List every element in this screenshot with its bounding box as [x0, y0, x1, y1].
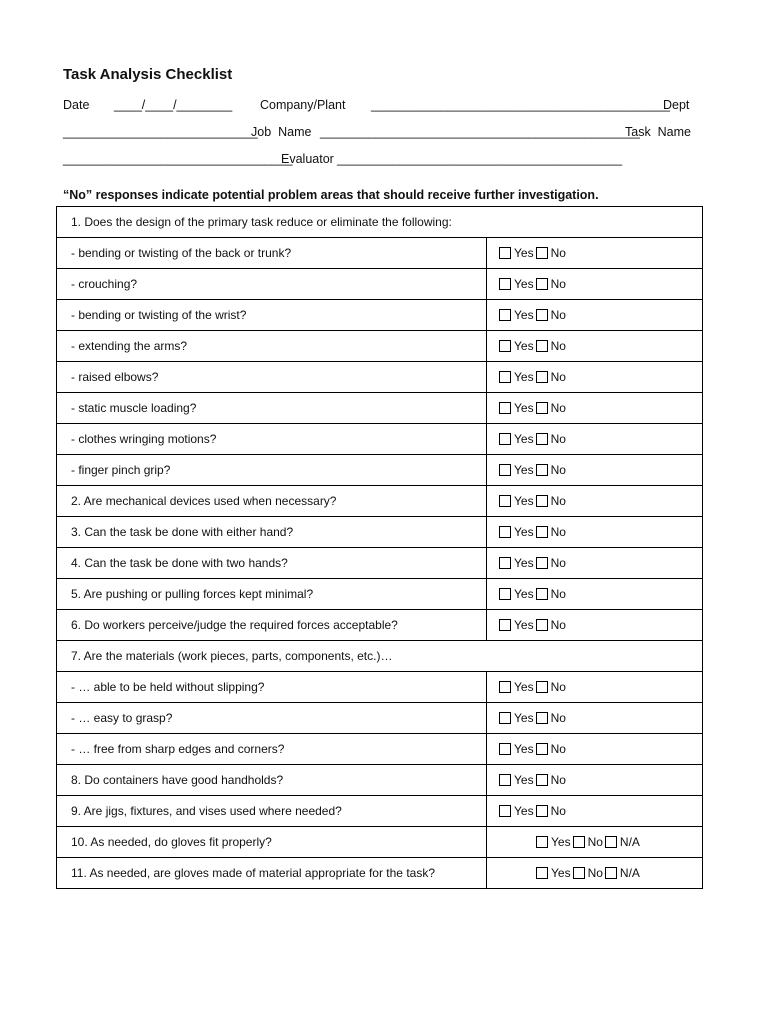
no-label: No [550, 246, 566, 260]
question-text: - … able to be held without slipping? [57, 672, 487, 703]
question-text: - … free from sharp edges and corners? [57, 734, 487, 765]
yes-label: Yes [514, 401, 534, 415]
yes-checkbox[interactable] [499, 402, 511, 414]
yes-label: Yes [514, 680, 534, 694]
question-row [57, 796, 703, 827]
company-plant-label: Company/Plant [260, 98, 346, 112]
yes-checkbox[interactable] [499, 619, 511, 631]
question-text: 5. Are pushing or pulling forces kept minimal? [57, 579, 487, 610]
question-row [57, 517, 703, 548]
question-text: - finger pinch grip? [57, 455, 487, 486]
na-label: N/A [619, 835, 640, 849]
question-row [57, 238, 703, 269]
question-text: - static muscle loading? [57, 393, 487, 424]
question-row [57, 858, 703, 889]
evaluator-label: Evaluator [281, 152, 334, 166]
no-label: No [587, 866, 603, 880]
answer-options [487, 486, 703, 517]
yes-checkbox[interactable] [499, 774, 511, 786]
yes-label: Yes [514, 587, 534, 601]
task-name-field[interactable]: _________________________________ [63, 152, 293, 166]
question-text: 2. Are mechanical devices used when necessary? [57, 486, 487, 517]
question-text: - bending or twisting of the back or trunk? [57, 238, 487, 269]
question-text: 9. Are jigs, fixtures, and vises used where needed? [57, 796, 487, 827]
answer-options [487, 548, 703, 579]
question-text: - extending the arms? [57, 331, 487, 362]
yes-checkbox[interactable] [499, 681, 511, 693]
question-text: - … easy to grasp? [57, 703, 487, 734]
checklist-table [56, 206, 703, 889]
no-label: No [550, 525, 566, 539]
yes-label: Yes [514, 525, 534, 539]
yes-checkbox[interactable] [499, 278, 511, 290]
no-checkbox[interactable] [573, 867, 585, 879]
question-row [57, 579, 703, 610]
no-label: No [550, 308, 566, 322]
yes-checkbox[interactable] [499, 588, 511, 600]
answer-options [487, 300, 703, 331]
task-name-label: Task Name [625, 125, 691, 139]
no-label: No [550, 339, 566, 353]
question-row [57, 362, 703, 393]
no-label: No [550, 711, 566, 725]
question-row [57, 393, 703, 424]
question-text: - crouching? [57, 269, 487, 300]
yes-label: Yes [514, 494, 534, 508]
company-plant-field[interactable]: ___________________________________________ [371, 98, 670, 112]
answer-options [487, 393, 703, 424]
question-row [57, 300, 703, 331]
question-text: 3. Can the task be done with either hand? [57, 517, 487, 548]
yes-label: Yes [514, 370, 534, 384]
answer-options [487, 424, 703, 455]
yes-checkbox[interactable] [499, 309, 511, 321]
document-title: Task Analysis Checklist [63, 66, 233, 83]
no-checkbox[interactable] [536, 495, 548, 507]
answer-options [487, 579, 703, 610]
no-checkbox[interactable] [536, 464, 548, 476]
no-label: No [550, 618, 566, 632]
no-label: No [550, 277, 566, 291]
no-checkbox[interactable] [536, 278, 548, 290]
yes-label: Yes [514, 308, 534, 322]
answer-options [487, 362, 703, 393]
date-label: Date [63, 98, 90, 112]
na-checkbox[interactable] [605, 836, 617, 848]
question-row [57, 331, 703, 362]
question-text: 10. As needed, do gloves fit properly? [57, 827, 487, 858]
answer-options [487, 269, 703, 300]
answer-options [487, 734, 703, 765]
question-row [57, 269, 703, 300]
question-text: 11. As needed, are gloves made of material appropriate for the task? [57, 858, 487, 889]
no-label: No [550, 556, 566, 570]
question-row [57, 765, 703, 796]
yes-label: Yes [514, 432, 534, 446]
yes-checkbox[interactable] [499, 464, 511, 476]
answer-options [487, 455, 703, 486]
answer-options [487, 703, 703, 734]
na-checkbox[interactable] [605, 867, 617, 879]
no-label: No [587, 835, 603, 849]
question-row [57, 610, 703, 641]
answer-options [487, 517, 703, 548]
yes-label: Yes [514, 742, 534, 756]
yes-label: Yes [514, 556, 534, 570]
no-checkbox[interactable] [536, 805, 548, 817]
yes-checkbox[interactable] [499, 371, 511, 383]
answer-options [487, 610, 703, 641]
yes-label: Yes [514, 246, 534, 260]
answer-options [487, 238, 703, 269]
question-row [57, 455, 703, 486]
yes-label: Yes [514, 463, 534, 477]
section-row [57, 641, 703, 672]
section-question-text: 7. Are the materials (work pieces, parts, components, etc.)… [57, 641, 703, 672]
date-field[interactable]: ____/____/________ [114, 98, 233, 112]
yes-label: Yes [514, 618, 534, 632]
answer-options [487, 765, 703, 796]
no-checkbox[interactable] [536, 309, 548, 321]
yes-checkbox[interactable] [536, 836, 548, 848]
yes-checkbox[interactable] [499, 247, 511, 259]
evaluator-field[interactable]: _________________________________________ [337, 152, 623, 166]
no-checkbox[interactable] [536, 557, 548, 569]
question-row [57, 734, 703, 765]
yes-checkbox[interactable] [499, 340, 511, 352]
no-checkbox[interactable] [536, 588, 548, 600]
no-label: No [550, 494, 566, 508]
answer-options [487, 827, 703, 858]
answer-options [487, 858, 703, 889]
dept-label: Dept [663, 98, 690, 112]
yes-checkbox[interactable] [499, 743, 511, 755]
question-text: 8. Do containers have good handholds? [57, 765, 487, 796]
answer-options [487, 672, 703, 703]
no-checkbox[interactable] [536, 340, 548, 352]
section-question-text: 1. Does the design of the primary task reduce or eliminate the following: [57, 207, 703, 238]
yes-checkbox[interactable] [536, 867, 548, 879]
yes-checkbox[interactable] [499, 712, 511, 724]
no-label: No [550, 401, 566, 415]
no-checkbox[interactable] [536, 743, 548, 755]
no-checkbox[interactable] [536, 619, 548, 631]
no-label: No [550, 742, 566, 756]
no-label: No [550, 587, 566, 601]
question-text: - bending or twisting of the wrist? [57, 300, 487, 331]
dept-field[interactable]: ____________________________ [63, 125, 258, 139]
no-checkbox[interactable] [536, 712, 548, 724]
yes-label: Yes [514, 711, 534, 725]
question-row [57, 827, 703, 858]
yes-label: Yes [514, 804, 534, 818]
question-row [57, 548, 703, 579]
job-name-label: Job Name [251, 125, 312, 139]
yes-label: Yes [514, 773, 534, 787]
question-text: - raised elbows? [57, 362, 487, 393]
job-name-field[interactable]: ______________________________________________ [320, 125, 640, 139]
no-checkbox[interactable] [536, 526, 548, 538]
no-label: No [550, 680, 566, 694]
yes-label: Yes [514, 339, 534, 353]
no-checkbox[interactable] [536, 247, 548, 259]
question-text: 6. Do workers perceive/judge the required forces acceptable? [57, 610, 487, 641]
answer-options [487, 796, 703, 827]
yes-checkbox[interactable] [499, 557, 511, 569]
no-checkbox[interactable] [573, 836, 585, 848]
yes-label: Yes [551, 866, 571, 880]
question-text: - clothes wringing motions? [57, 424, 487, 455]
no-checkbox[interactable] [536, 371, 548, 383]
yes-checkbox[interactable] [499, 526, 511, 538]
question-row [57, 703, 703, 734]
question-text: 4. Can the task be done with two hands? [57, 548, 487, 579]
notice-text: “No” responses indicate potential problem areas that should receive further investigation. [63, 188, 599, 202]
no-checkbox[interactable] [536, 402, 548, 414]
yes-checkbox[interactable] [499, 805, 511, 817]
no-label: No [550, 773, 566, 787]
no-label: No [550, 370, 566, 384]
answer-options [487, 331, 703, 362]
yes-checkbox[interactable] [499, 433, 511, 445]
no-checkbox[interactable] [536, 774, 548, 786]
no-label: No [550, 432, 566, 446]
yes-label: Yes [514, 277, 534, 291]
section-row [57, 207, 703, 238]
no-label: No [550, 463, 566, 477]
no-checkbox[interactable] [536, 681, 548, 693]
question-row [57, 424, 703, 455]
yes-checkbox[interactable] [499, 495, 511, 507]
na-label: N/A [619, 866, 640, 880]
question-row [57, 672, 703, 703]
question-row [57, 486, 703, 517]
no-checkbox[interactable] [536, 433, 548, 445]
no-label: No [550, 804, 566, 818]
yes-label: Yes [551, 835, 571, 849]
